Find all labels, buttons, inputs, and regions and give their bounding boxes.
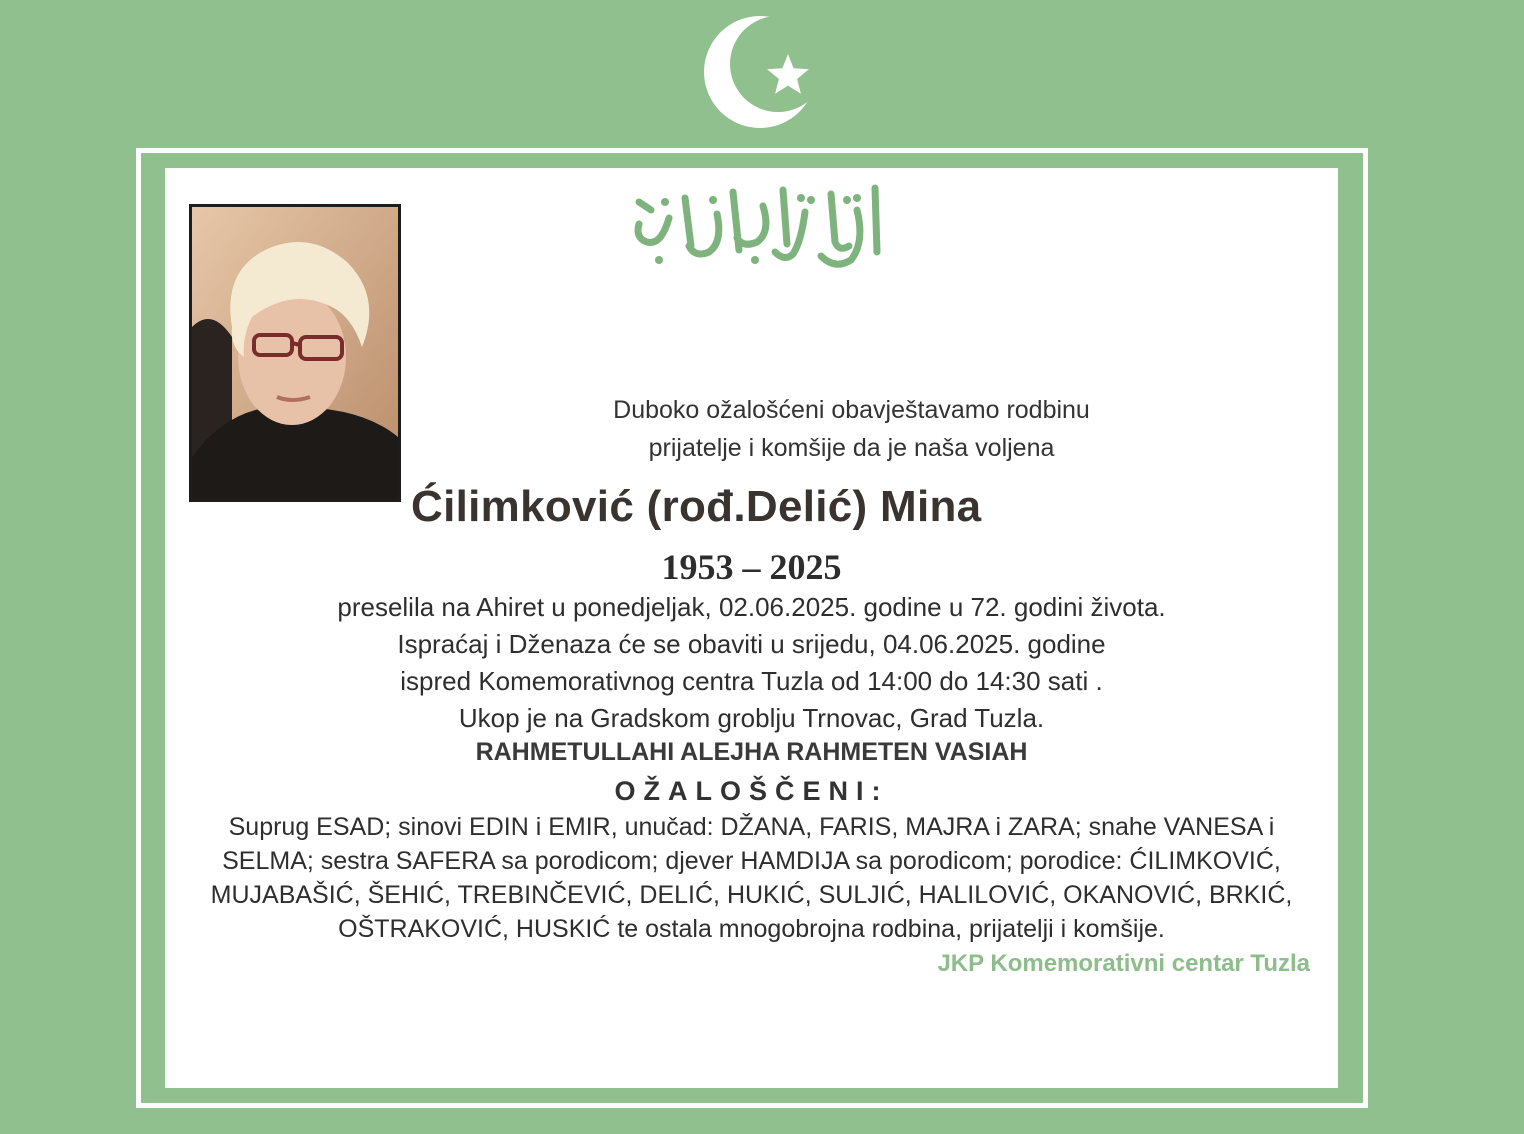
intro-line-1: Duboko ožalošćeni obavještavamo rodbinu (613, 396, 1090, 424)
signature: JKP Komemorativni centar Tuzla (937, 950, 1310, 977)
mourners-line-4: OŠTRAKOVIĆ, HUSKIĆ te ostala mnogobrojna rodbina, prijatelji i komšije. (338, 915, 1165, 943)
notice-card (165, 168, 1338, 1088)
mourners-line-3: MUJABAŠIĆ, ŠEHIĆ, TREBINČEVIĆ, DELIĆ, HUKIĆ, SULJIĆ, HALILOVIĆ, OKANOVIĆ, BRKIĆ, (210, 881, 1293, 909)
mourners-line-1: Suprug ESAD; sinovi EDIN i EMIR, unučad: DŽANA, FARIS, MAJRA i ZARA; snahe VANESA i (228, 813, 1275, 841)
arabic-calligraphy-icon (625, 180, 895, 275)
deceased-name: Ćilimković (rođ.Delić) Mina (411, 482, 982, 531)
body-line-1: preselila na Ahiret u ponedjeljak, 02.06.2025. godine u 72. godini života. (337, 592, 1166, 622)
intro-line-2: prijatelje i komšije da je naša voljena (648, 434, 1055, 462)
crescent-star-icon (700, 10, 830, 135)
years-of-life: 1953 – 2025 (661, 547, 842, 587)
mourners-line-2: SELMA; sestra SAFERA sa porodicom; djever HAMDIJA sa porodicom; porodice: ĆILIMKOVIĆ, (222, 847, 1281, 875)
prayer-line: RAHMETULLAHI ALEJHA RAHMETEN VASIAH (475, 738, 1028, 766)
body-line-2: Ispraćaj i Dženaza će se obaviti u srijedu, 04.06.2025. godine (397, 629, 1106, 659)
body-line-4: Ukop je na Gradskom groblju Trnovac, Grad Tuzla. (458, 703, 1045, 733)
mourners-heading: OŽALOŠČENI: (614, 776, 889, 806)
body-line-3: ispred Komemorativnog centra Tuzla od 14:00 do 14:30 sati . (400, 666, 1103, 696)
